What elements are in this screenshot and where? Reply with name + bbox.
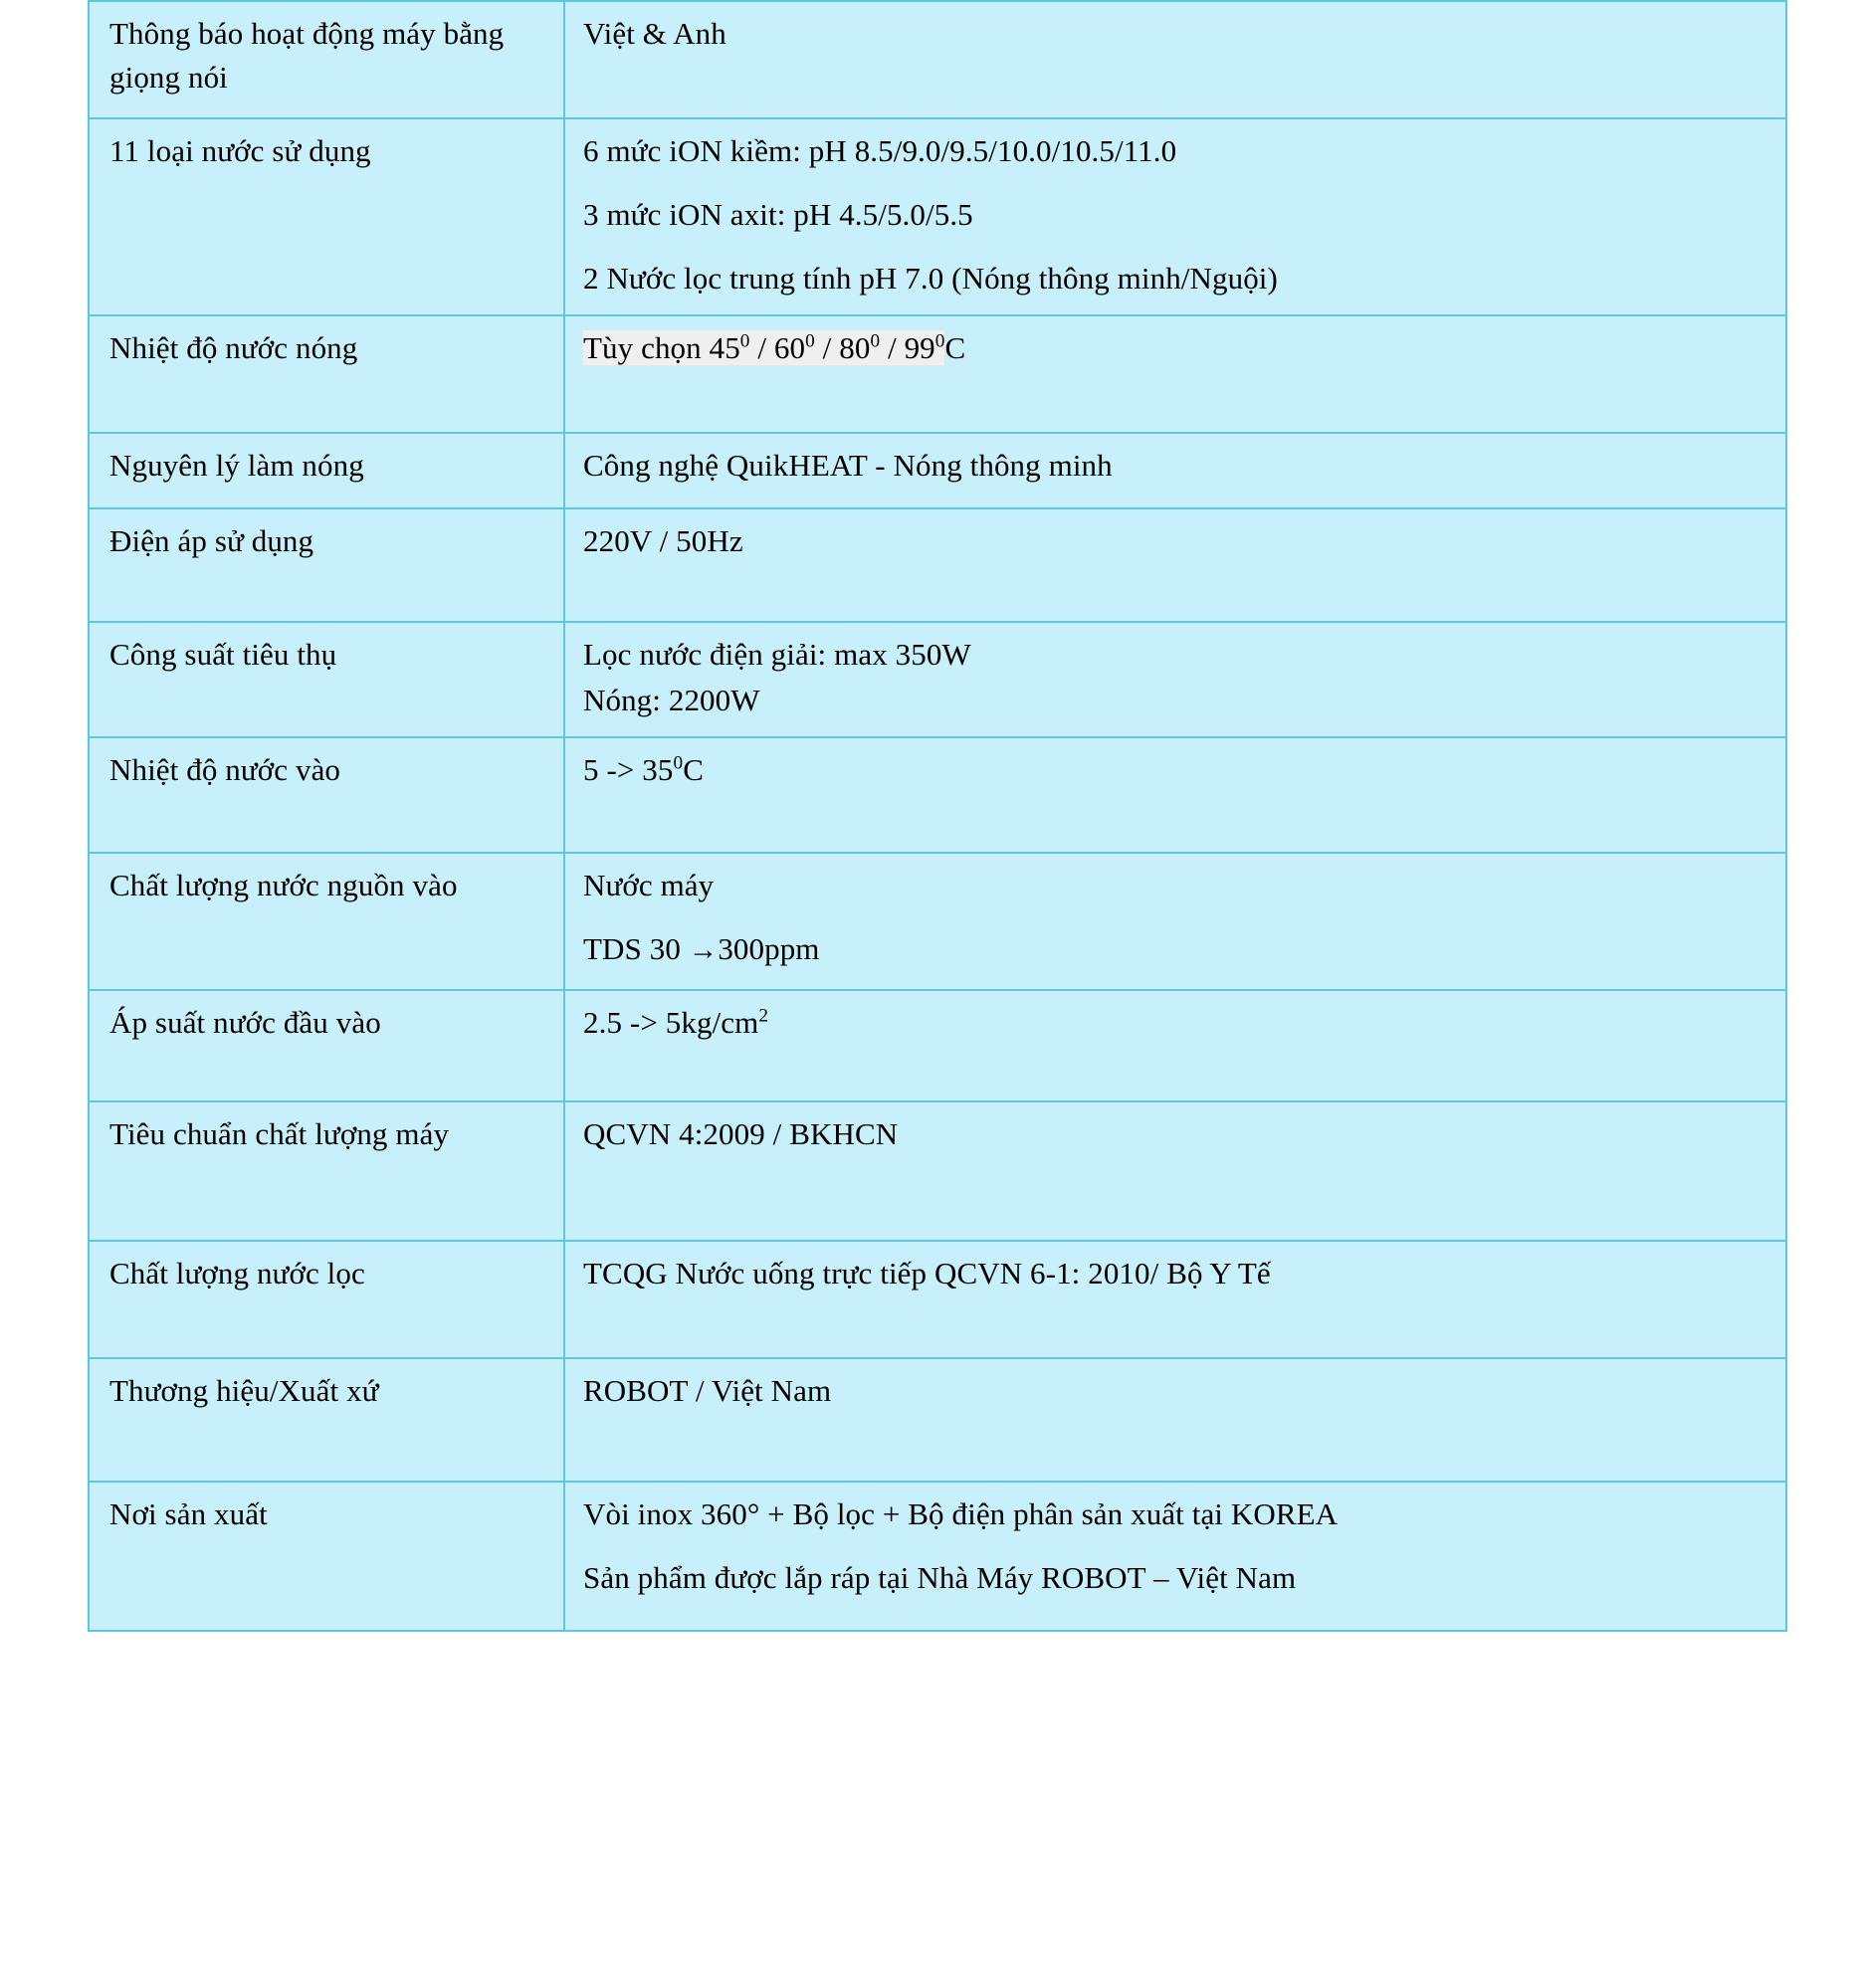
label-text: Công suất tiêu thụ	[109, 637, 337, 673]
value-text: Tùy chọn $45^0 / 60^0 / 80^0 / 99^0C$	[583, 330, 966, 366]
value-text-neutral: 2 Nước lọc trung tính pH 7.0 (Nóng thông minh/Nguội)	[583, 261, 1278, 297]
value-text-filter: Lọc nước điện giải: max 350W	[583, 637, 971, 673]
label-text: Chất lượng nước lọc	[109, 1256, 365, 1292]
row-label-water-types	[89, 118, 564, 315]
row-value-hot-water-temperature	[564, 315, 1786, 433]
value-text-acid: 3 mức iON axit: pH 4.5/5.0/5.5	[583, 197, 973, 233]
label-text: Nhiệt độ nước vào	[109, 752, 341, 788]
row-value-inlet-water-temperature	[564, 737, 1786, 853]
label-text: 11 loại nước sử dụng	[109, 133, 371, 168]
table-row	[89, 315, 1786, 433]
specification-table-body	[89, 1, 1786, 1631]
value-text: QCVN 4:2009 / BKHCN	[583, 1116, 899, 1152]
value-text-korea: Vòi inox 360° + Bộ lọc + Bộ điện phân sản xuất tại KOREA	[583, 1496, 1339, 1532]
value-text-tap-water: Nước máy	[583, 868, 715, 903]
label-text: Thông báo hoạt động máy bằng giọng nói	[109, 16, 505, 96]
value-text: 220V / 50Hz	[583, 523, 743, 559]
row-label-inlet-water-temperature	[89, 737, 564, 853]
table-row	[89, 1101, 1786, 1241]
row-value-heating-principle	[564, 433, 1786, 508]
row-label-inlet-pressure	[89, 990, 564, 1101]
table-row	[89, 1241, 1786, 1358]
label-text: Nơi sản xuất	[109, 1496, 268, 1532]
label-text: Chất lượng nước nguồn vào	[109, 868, 458, 903]
value-text-assembly: Sản phẩm được lắp ráp tại Nhà Máy ROBOT – Việt Nam	[583, 1560, 1297, 1596]
table-row	[89, 508, 1786, 622]
row-label-power-consumption	[89, 622, 564, 737]
row-label-voltage	[89, 508, 564, 622]
value-text: Công nghệ QuikHEAT - Nóng thông minh	[583, 448, 1113, 484]
value-text: $5 -> 35^0C$	[583, 752, 704, 788]
value-text: Việt & Anh	[583, 16, 726, 51]
label-text: Nguyên lý làm nóng	[109, 448, 364, 484]
table-row	[89, 118, 1786, 315]
table-row	[89, 433, 1786, 508]
label-text: Tiêu chuẩn chất lượng máy	[109, 1116, 450, 1152]
row-value-water-types	[564, 118, 1786, 315]
value-text-alkaline: 6 mức iON kiềm: pH 8.5/9.0/9.5/10.0/10.5/11.0	[583, 133, 1177, 168]
row-value-filtered-water-quality	[564, 1241, 1786, 1358]
row-label-brand-origin	[89, 1358, 564, 1482]
table-row	[89, 853, 1786, 990]
row-label-voice-notification	[89, 1, 564, 118]
label-text: Nhiệt độ nước nóng	[109, 330, 358, 366]
row-value-source-water-quality	[564, 853, 1786, 990]
row-label-manufacturing-place	[89, 1482, 564, 1631]
value-text: TCQG Nước uống trực tiếp QCVN 6-1: 2010/ Bộ Y Tế	[583, 1256, 1271, 1292]
value-text: $2.5 -> 5kg/cm^2$	[583, 1005, 769, 1041]
row-value-power-consumption	[564, 622, 1786, 737]
value-text-hot: Nóng: 2200W	[583, 683, 760, 718]
row-label-machine-quality-standard	[89, 1101, 564, 1241]
table-row	[89, 622, 1786, 737]
table-row	[89, 1, 1786, 118]
row-value-manufacturing-place	[564, 1482, 1786, 1631]
row-value-inlet-pressure	[564, 990, 1786, 1101]
row-value-machine-quality-standard	[564, 1101, 1786, 1241]
label-text: Thương hiệu/Xuất xứ	[109, 1373, 379, 1409]
label-text: Áp suất nước đầu vào	[109, 1005, 381, 1041]
specification-table	[88, 0, 1787, 1632]
row-value-brand-origin	[564, 1358, 1786, 1482]
row-label-heating-principle	[89, 433, 564, 508]
table-row	[89, 1482, 1786, 1631]
table-row	[89, 990, 1786, 1101]
row-value-voice-notification	[564, 1, 1786, 118]
value-text: ROBOT / Việt Nam	[583, 1373, 832, 1409]
row-label-source-water-quality	[89, 853, 564, 990]
row-label-hot-water-temperature	[89, 315, 564, 433]
table-row	[89, 737, 1786, 853]
value-text-tds: TDS 30 →300ppm	[583, 931, 820, 967]
row-value-voltage	[564, 508, 1786, 622]
table-row	[89, 1358, 1786, 1482]
row-label-filtered-water-quality	[89, 1241, 564, 1358]
label-text: Điện áp sử dụng	[109, 523, 314, 559]
